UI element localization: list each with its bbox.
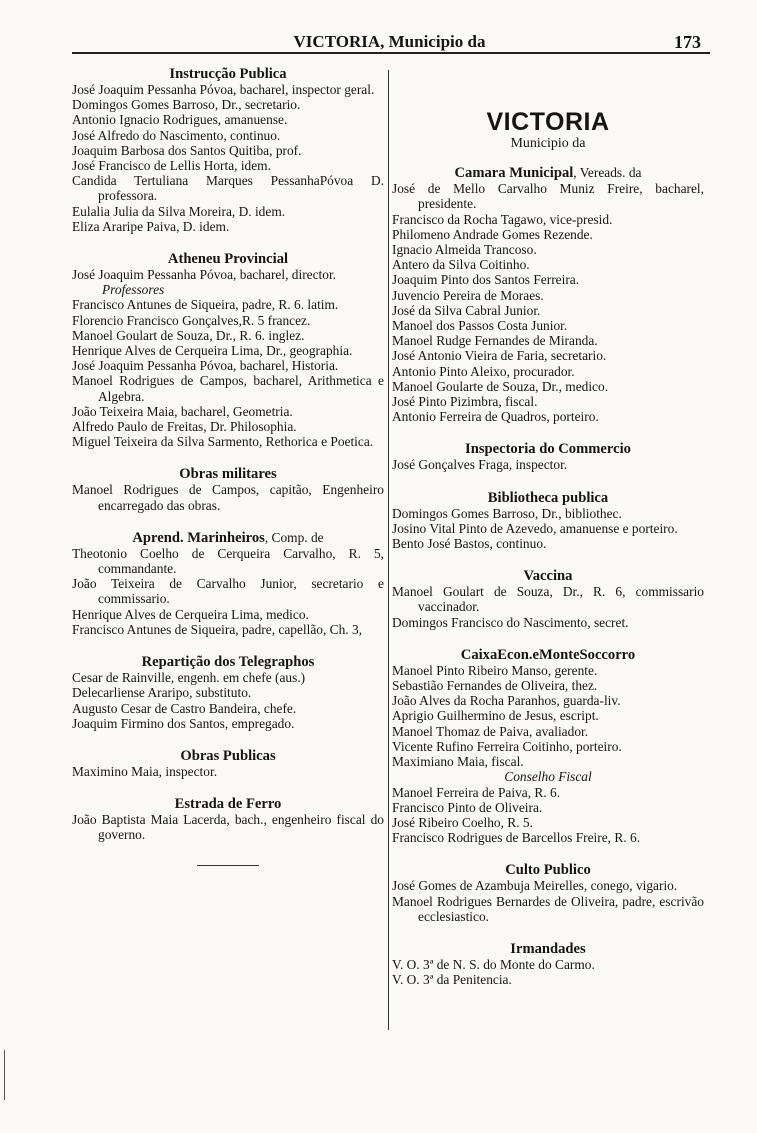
- section-culto-publico: [392, 862, 704, 924]
- entry: Bento José Bastos, continuo.: [392, 536, 547, 552]
- section-title: [392, 568, 704, 584]
- entry: Domingos Gomes Barroso, Dr., bibliothec.: [392, 505, 622, 521]
- entry: Cesar de Rainville, engenh. em chefe (aus.): [72, 670, 306, 686]
- header-rule: [72, 52, 710, 54]
- entry: Joaquim Barbosa dos Santos Quitiba, prof.: [72, 142, 302, 158]
- entry: José Joaquim Pessanha Póvoa, bacharel, inspector geral.: [72, 82, 375, 97]
- entry: Alfredo Paulo de Freitas, Dr. Philosophia.: [72, 419, 297, 435]
- margin-mark: [4, 1050, 5, 1100]
- entry: José Gomes de Azambuja Meirelles, conego, vigario.: [392, 878, 678, 894]
- right-column: [392, 66, 704, 987]
- section-subtitle: Professores: [102, 282, 165, 298]
- entry: Antonio Pinto Aleixo, procurador.: [392, 363, 575, 379]
- entry: João Baptista Maia Lacerda, bach., engenheiro fiscal do governo.: [72, 812, 384, 843]
- section-title-text: Repartição dos Telegraphos: [141, 654, 315, 671]
- entry: Maximino Maia, inspector.: [72, 763, 218, 779]
- section-title-text: Camara Municipal: [454, 165, 574, 182]
- section-title: [392, 165, 704, 181]
- section-estrada-de-ferro: [72, 796, 384, 842]
- municipality-subtitle: Municipio da: [510, 136, 586, 151]
- section-inspectoria-do-commercio: [392, 441, 704, 472]
- entry: José Gonçalves Fraga, inspector.: [392, 457, 568, 473]
- section-title-text: Inspectoria do Commercio: [465, 441, 631, 458]
- page-header: [72, 28, 707, 54]
- section-irmandades: [392, 941, 704, 987]
- running-title: VICTORIA, Municipio da: [293, 32, 486, 51]
- section-caixaecon-emontesoccorro: [392, 647, 704, 845]
- section-title: [72, 466, 384, 482]
- entry: Josino Vital Pinto de Azevedo, amanuense e porteiro.: [392, 520, 678, 536]
- entry: Ignacio Almeida Trancoso.: [392, 242, 537, 258]
- entry: V. O. 3ª da Penitencia.: [392, 972, 512, 988]
- entry: Francisco Rodrigues de Barcellos Freire, R. 6.: [392, 830, 641, 846]
- section-title: [72, 748, 384, 764]
- entry: Juvencio Pereira de Moraes.: [392, 287, 544, 303]
- entry: João Alves da Rocha Paranhos, guarda-liv.: [392, 693, 621, 709]
- section-instruccao-publica: [72, 66, 384, 234]
- entry: João Teixeira Maia, bacharel, Geometria.: [72, 403, 293, 419]
- entry: Domingos Francisco do Nascimento, secret.: [392, 614, 629, 630]
- section-title: [392, 441, 704, 457]
- entry: Vicente Rufino Ferreira Coitinho, porteiro.: [392, 738, 622, 754]
- entry: Domingos Gomes Barroso, Dr., secretario.: [72, 97, 301, 113]
- section-subtitle: Conselho Fiscal: [504, 769, 592, 785]
- entry: Augusto Cesar de Castro Bandeira, chefe.: [72, 700, 297, 716]
- entry: José Antonio Vieira de Faria, secretario.: [392, 348, 607, 364]
- entry: Maximiano Maia, fiscal.: [392, 754, 524, 770]
- section-title-text: Bibliotheca publica: [487, 489, 609, 506]
- entry: João Teixeira de Carvalho Junior, secretario e commissario.: [72, 576, 384, 607]
- section-title-text: Culto Publico: [505, 862, 591, 879]
- page-number: 173: [674, 32, 701, 52]
- section-vaccina: [392, 568, 704, 630]
- section-title-text: Estrada de Ferro: [174, 796, 282, 813]
- section-atheneu-provincial: [72, 251, 384, 449]
- entry: José de Mello Carvalho Muniz Freire, bacharel, presidente.: [392, 181, 704, 212]
- entry: Francisco Pinto de Oliveira.: [392, 799, 543, 815]
- section-title-text: CaixaEcon.eMonteSoccorro: [460, 646, 636, 663]
- section-title-text: Irmandades: [510, 940, 586, 957]
- entry: Antonio Ignacio Rodrigues, amanuense.: [72, 112, 288, 128]
- entry: Manoel Rodrigues Bernardes de Oliveira, padre, escrivão ecclesiastico.: [392, 893, 704, 924]
- entry: Joaquim Pinto dos Santos Ferreira.: [392, 272, 580, 288]
- entry: Henrique Alves de Cerqueira Lima, medico.: [72, 606, 309, 622]
- section-title: [72, 796, 384, 812]
- entry: Sebastião Fernandes de Oliveira, thez.: [392, 678, 598, 694]
- entry: Henrique Alves de Cerqueira Lima, Dr., geographia.: [72, 343, 353, 359]
- column-divider: [388, 70, 389, 1030]
- municipality-title: VICTORIA: [486, 108, 610, 136]
- entry: Manoel Goulart de Souza, Dr., R. 6. inglez.: [72, 327, 305, 343]
- section-title: [72, 66, 384, 82]
- section-obras-militares: [72, 466, 384, 512]
- entry: José Alfredo do Nascimento, continuo.: [72, 127, 281, 143]
- entry: Francisco da Rocha Tagawo, vice-presid.: [392, 211, 613, 227]
- section-bibliotheca-publica: [392, 490, 704, 552]
- section-title-text: Obras militares: [179, 466, 277, 483]
- section-title-text: Instrucção Publica: [169, 66, 287, 82]
- section-title: [72, 251, 384, 267]
- entry: Antero da Silva Coitinho.: [392, 257, 530, 273]
- left-column: [72, 66, 384, 866]
- section-title: [392, 490, 704, 506]
- section-title-text: Atheneu Provincial: [167, 251, 289, 268]
- section-title-text: Aprend. Marinheiros: [132, 529, 265, 546]
- section-title-suffix: , Vereads. da: [573, 165, 642, 181]
- entry: Aprigio Guilhermino de Jesus, escript.: [392, 708, 599, 724]
- section-title: [72, 530, 384, 546]
- entry: Philomeno Andrade Gomes Rezende.: [392, 226, 593, 242]
- entry: Manoel Rodrigues de Campos, capitão, Engenheiro encarregado das obras.: [72, 482, 384, 513]
- entry: José Pinto Pizimbra, fiscal.: [392, 394, 538, 410]
- entry: Manoel Thomaz de Paiva, avaliador.: [392, 723, 589, 739]
- entry: Florencio Francisco Gonçalves,R. 5 francez.: [72, 312, 311, 328]
- entry: Theotonio Coelho de Cerqueira Carvalho, R. 5, commandante.: [72, 545, 384, 577]
- entry: Eulalia Julia da Silva Moreira, D. idem.: [72, 203, 286, 219]
- section-title: [392, 862, 704, 878]
- section-obras-publicas: [72, 748, 384, 779]
- section-title: [392, 647, 704, 663]
- entry: Francisco Antunes de Siqueira, padre, R. 6. latim.: [72, 297, 339, 313]
- section-title: [72, 654, 384, 670]
- section-title-suffix: , Comp. de: [264, 529, 324, 545]
- entry: Manoel Rodrigues de Campos, bacharel, Arithmetica e Algebra.: [72, 373, 384, 404]
- entry: Manoel Goulart de Souza, Dr., R. 6, commissario vaccinador.: [392, 584, 704, 615]
- section-reparticao-dos-telegraphos: [72, 654, 384, 731]
- entry: Joaquim Firmino dos Santos, empregado.: [72, 715, 295, 731]
- entry: Miguel Teixeira da Silva Sarmento, Rethorica e Poetica.: [72, 434, 374, 450]
- section-aprend-marinheiros: [72, 530, 384, 637]
- entry: Francisco Antunes de Siqueira, padre, capellão, Ch. 3,: [72, 621, 363, 637]
- entry: Delecarliense Araripo, substituto.: [72, 685, 252, 701]
- section-title-text: Obras Publicas: [180, 747, 276, 764]
- end-rule: [197, 865, 259, 866]
- entry: V. O. 3ª de N. S. do Monte do Carmo.: [392, 956, 595, 972]
- entry: Manoel Pinto Ribeiro Manso, gerente.: [392, 662, 598, 678]
- entry: José Francisco de Lellis Horta, idem.: [72, 158, 271, 174]
- entry: José Joaquim Pessanha Póvoa, bacharel, Historia.: [72, 358, 339, 374]
- entry: Manoel Rudge Fernandes de Miranda.: [392, 333, 598, 349]
- entry: José Joaquim Pessanha Póvoa, bacharel, director.: [72, 267, 337, 283]
- entry: José da Silva Cabral Junior.: [392, 302, 541, 318]
- entry: José Ribeiro Coelho, R. 5.: [392, 814, 533, 830]
- section-title: [392, 941, 704, 957]
- entry: Candida Tertuliana Marques PessanhaPóvoa D. professora.: [72, 173, 384, 204]
- entry: Antonio Ferreira de Quadros, porteiro.: [392, 409, 599, 425]
- entry: Manoel dos Passos Costa Junior.: [392, 318, 568, 334]
- entry: Manoel Ferreira de Paiva, R. 6.: [392, 784, 561, 800]
- section-title-text: Vaccina: [523, 568, 573, 585]
- section-camara-municipal: [392, 165, 704, 424]
- entry: Manoel Goularte de Souza, Dr., medico.: [392, 378, 609, 394]
- entry: Eliza Araripe Paiva, D. idem.: [72, 218, 230, 234]
